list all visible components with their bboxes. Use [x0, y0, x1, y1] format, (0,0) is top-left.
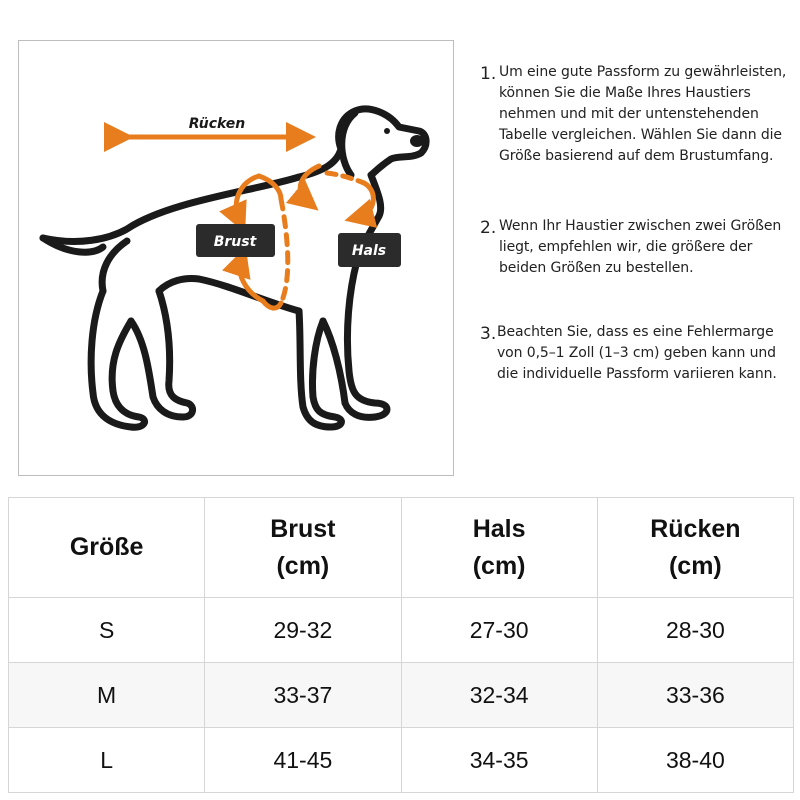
cell-neck: 32-34 — [401, 663, 597, 728]
neck-label-badge — [338, 233, 401, 267]
header-chest-unit: (cm) — [276, 551, 330, 580]
cell-back: 33-36 — [597, 663, 793, 728]
neck-label: Hals — [351, 243, 387, 259]
note-number: 3. — [480, 324, 497, 344]
cell-size: S — [9, 598, 205, 663]
note-number: 1. — [480, 64, 497, 84]
chest-label: Brust — [213, 234, 257, 250]
back-label: Rücken — [188, 116, 246, 132]
note-text: Beachten Sie, dass es eine Fehlermarge von 0,5–1 Zoll (1–3 cm) geben kann und die individuelle Passform variieren kann. — [497, 324, 777, 382]
header-back — [597, 498, 793, 598]
header-size-label: Größe — [69, 533, 144, 561]
header-size — [9, 498, 205, 598]
cell-neck: 27-30 — [401, 598, 597, 663]
dog-outline-icon — [43, 109, 426, 427]
note-text: Wenn Ihr Haustier zwischen zwei Größen liegt, empfehlen wir, die größere der beiden Größen zu bestellen. — [499, 218, 782, 276]
table-row — [9, 663, 794, 728]
header-chest — [205, 498, 401, 598]
header-neck — [401, 498, 597, 598]
header-back-label: Rücken — [650, 514, 741, 543]
cell-chest: 41-45 — [205, 728, 401, 793]
cell-size: M — [9, 663, 205, 728]
dog-measurement-diagram — [18, 40, 454, 476]
note-number: 2. — [480, 218, 497, 238]
cell-back: 28-30 — [597, 598, 793, 663]
cell-chest: 33-37 — [205, 663, 401, 728]
header-back-unit: (cm) — [668, 551, 722, 580]
cell-neck: 34-35 — [401, 728, 597, 793]
header-neck-label: Hals — [472, 514, 526, 543]
chest-label-badge — [196, 224, 275, 257]
cell-back: 38-40 — [597, 728, 793, 793]
header-chest-label: Brust — [270, 514, 336, 543]
table-row — [9, 598, 794, 663]
table-header-row — [9, 498, 794, 598]
header-neck-unit: (cm) — [472, 551, 526, 580]
size-table — [8, 497, 794, 793]
note-text: Um eine gute Passform zu gewährleisten, können Sie die Maße Ihres Haustiers nehmen und mit der untenstehenden Tabelle vergleichen. Wählen Sie dann die Größe basierend auf dem Brustumfang. — [499, 64, 787, 164]
cell-chest: 29-32 — [205, 598, 401, 663]
table-row — [9, 728, 794, 793]
cell-size: L — [9, 728, 205, 793]
